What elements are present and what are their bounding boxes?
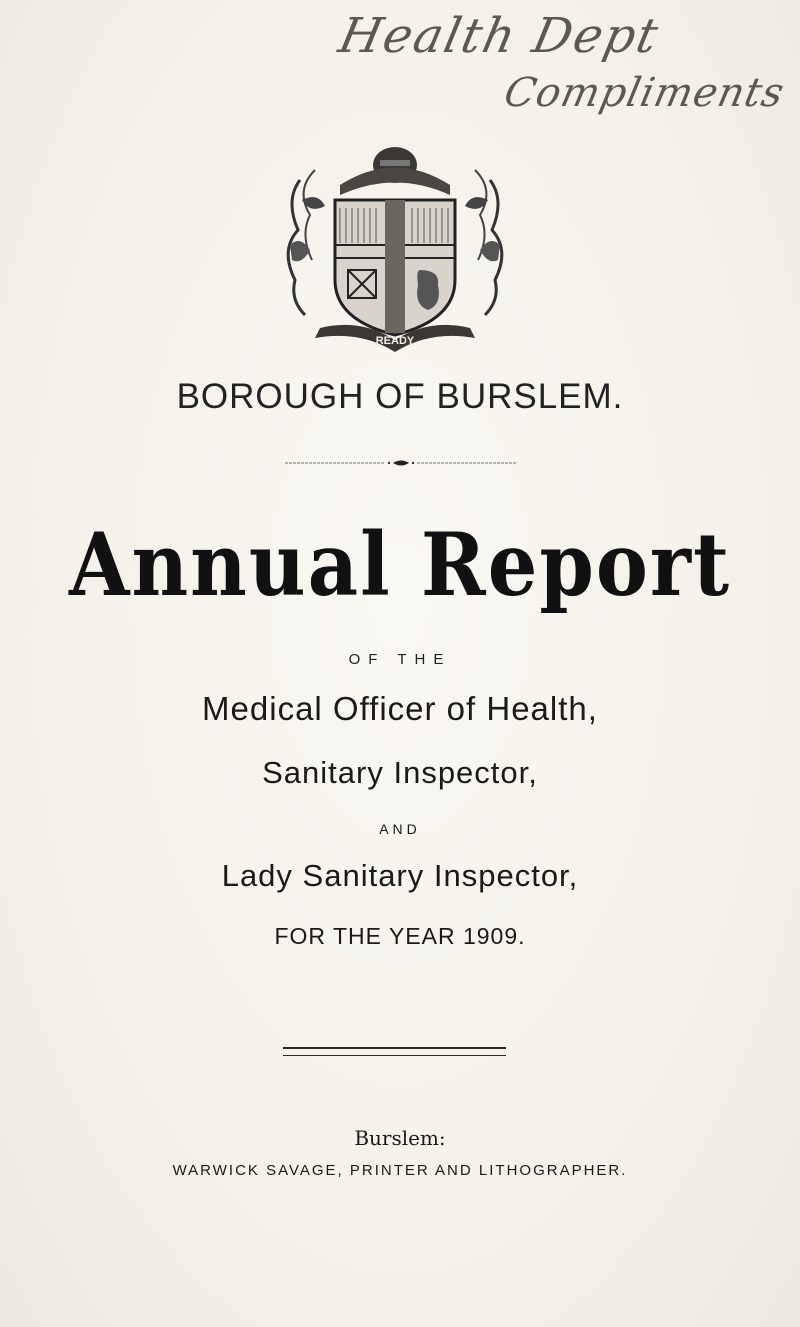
handwritten-inscription-line1: Health Dept — [334, 8, 665, 64]
handwritten-inscription-line2: Compliments — [500, 70, 789, 116]
imprint-printer: WARWICK SAVAGE, PRINTER AND LITHOGRAPHER. — [172, 1162, 628, 1179]
and-label: AND — [379, 821, 421, 837]
report-year-line: FOR THE YEAR 1909. — [274, 923, 526, 949]
imprint-place: Burslem: — [354, 1126, 446, 1150]
of-the-label: OF THE — [348, 651, 452, 668]
double-rule-divider — [283, 1047, 506, 1056]
lady-sanitary-inspector-line: Lady Sanitary Inspector, — [221, 858, 579, 893]
sanitary-inspector-line: Sanitary Inspector, — [262, 755, 538, 790]
medical-officer-line: Medical Officer of Health, — [202, 690, 598, 727]
crest-icon — [280, 140, 510, 355]
svg-text:READY: READY — [375, 335, 415, 347]
report-title: Annual Report — [68, 514, 732, 617]
borough-heading: BOROUGH OF BURSLEM. — [176, 377, 624, 416]
ornamental-rule — [285, 457, 517, 469]
